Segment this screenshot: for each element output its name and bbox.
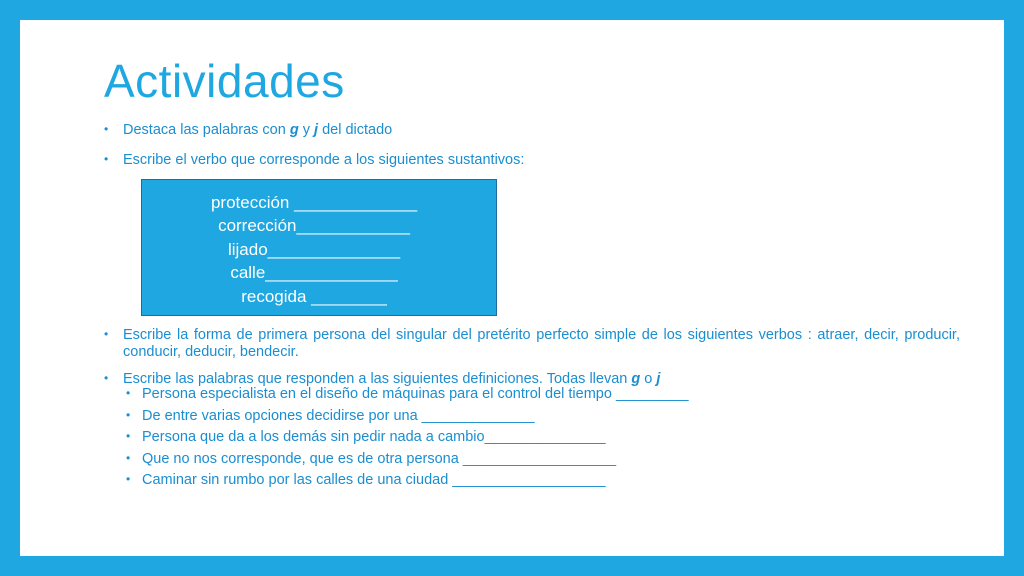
nouns-box xyxy=(141,179,497,316)
bullet-1-letter-j: j xyxy=(314,122,319,138)
bullet-1-letter-g: g xyxy=(289,122,299,138)
definition-text: Persona que da a los demás sin pedir nada a cambio_______________ xyxy=(142,429,606,445)
definition-text: De entre varias opciones decidirse por una ______________ xyxy=(142,408,535,424)
bullet-1-text xyxy=(123,122,392,138)
bullet-dot: • xyxy=(104,122,109,136)
bullet-1-part: Destaca las palabras con xyxy=(123,122,290,138)
slide-title: Actividades xyxy=(104,55,345,107)
bullet-2-text: Escribe el verbo que corresponde a los siguientes sustantivos: xyxy=(123,152,525,168)
bullet-4-letter-j: j xyxy=(656,371,661,387)
bullet-dot: • xyxy=(104,152,109,166)
bullet-4-text xyxy=(123,371,660,387)
bullet-dot: • xyxy=(126,408,131,422)
definition-text: Persona especialista en el diseño de máquinas para el control del tiempo _________ xyxy=(142,386,689,402)
bullet-1-part: del dictado xyxy=(318,122,393,138)
bullet-dot: • xyxy=(126,386,131,400)
box-line: calle______________ xyxy=(230,263,398,283)
bullet-dot: • xyxy=(126,472,131,486)
definition-text: Que no nos corresponde, que es de otra persona ___________________ xyxy=(142,451,617,467)
bullet-dot: • xyxy=(104,371,109,385)
bullet-1-part: y xyxy=(298,122,315,138)
box-line: lijado______________ xyxy=(227,239,401,259)
bullet-dot: • xyxy=(126,451,131,465)
bullet-4-part: o xyxy=(640,371,657,387)
bullet-dot: • xyxy=(104,327,109,341)
bullet-dot: • xyxy=(126,429,131,443)
box-line: protección _____________ xyxy=(210,193,418,212)
bullet-4-part: Escribe las palabras que responden a las siguientes definiciones. Todas llevan xyxy=(123,371,632,387)
bullet-3-text: Escribe la forma de primera persona del singular del pretérito perfecto simple de los siguientes verbos : atraer, decir, producir, conducir, deducir, bendecir. xyxy=(123,327,960,360)
bullet-4-letter-g: g xyxy=(631,371,641,387)
box-line: corrección____________ xyxy=(218,216,410,236)
slide xyxy=(20,20,1004,556)
definition-text: Caminar sin rumbo por las calles de una ciudad ___________________ xyxy=(142,472,606,488)
box-line: recogida ________ xyxy=(241,286,387,306)
